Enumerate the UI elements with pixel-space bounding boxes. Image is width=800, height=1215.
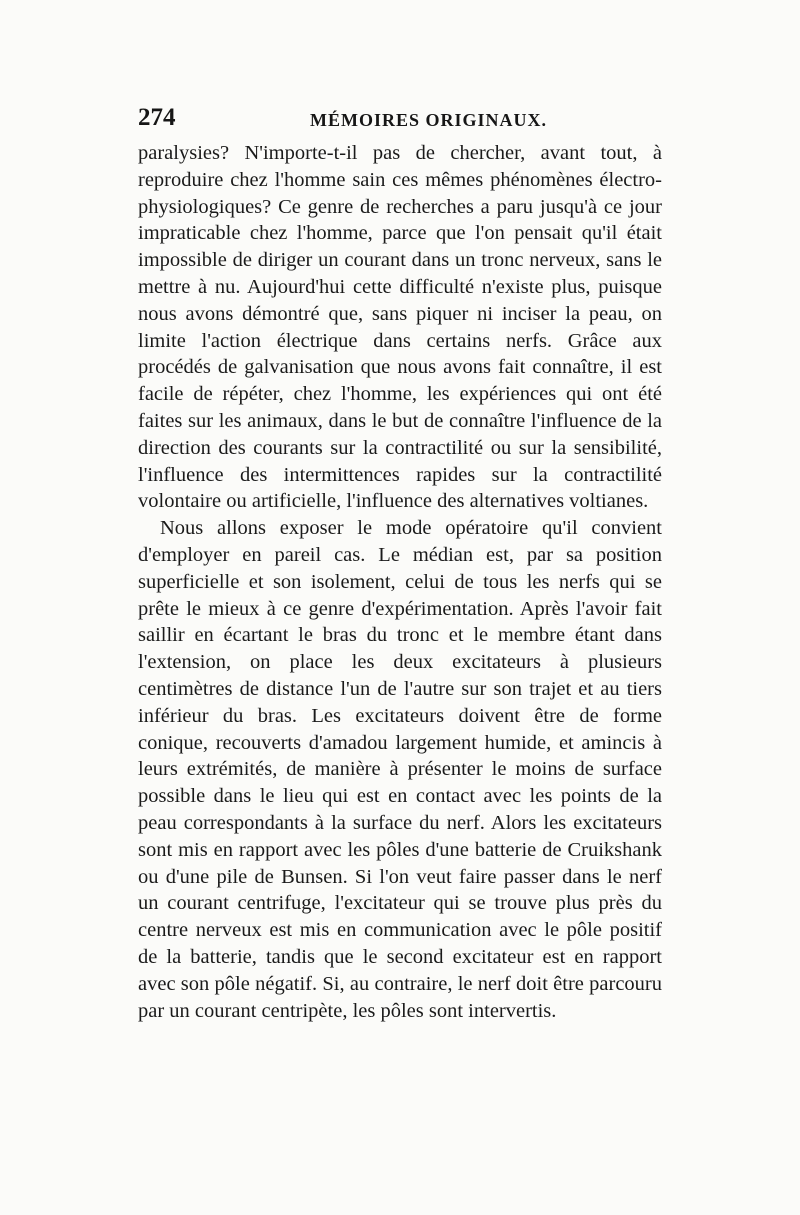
paragraph-1: paralysies? N'importe-t-il pas de chercher, avant tout, à reproduire chez l'homme sain ces mêmes phénomènes électro-physiologiques? Ce genre de recherches a paru jusqu'à ce jour impraticable chez l'homme, parce que l'on pensait qu'il était impossible de diriger un courant dans un tronc nerveux, sans le mettre à nu. Aujourd'hui cette difficulté n'existe plus, puisque nous avons démontré que, sans piquer ni inciser la peau, on limite l'action électrique dans certains nerfs. Grâce aux procédés de galvanisation que nous avons fait connaître, il est facile de répéter, chez l'homme, les expériences qui ont été faites sur les animaux, dans le but de connaître l'influence de la direction des courants sur la contractilité ou sur la sensibilité, l'influence des intermittences rapides sur la contractilité volontaire ou artificielle, l'influence des alternatives voltianes. xyxy=(138,142,662,513)
paragraph-2: Nous allons exposer le mode opératoire qu'il convient d'employer en pareil cas. Le médian est, par sa position superficielle et son isolement, celui de tous les nerfs qui se prête le mieux à ce genre d'expérimentation. Après l'avoir fait saillir en écartant le bras du tronc et le membre étant dans l'extension, on place les deux excitateurs à plusieurs centimètres de distance l'un de l'autre sur son trajet et au tiers inférieur du bras. Les excitateurs doivent être de forme conique, recouverts d'amadou largement humide, et amincis à leurs extrémités, de manière à présenter le moins de surface possible dans le lieu qui est en contact avec les points de la peau correspondants à la surface du nerf. Alors les excitateurs sont mis en rapport avec les pôles d'une batterie de Cruikshank ou d'une pile de Bunsen. Si l'on veut faire passer dans le nerf un courant centrifuge, l'excitateur qui se trouve plus près du centre nerveux est mis en communication avec le pôle positif de la batterie, tandis que le second excitateur est en rapport avec son pôle négatif. Si, au contraire, le nerf doit être parcouru par un courant centripète, les pôles sont intervertis. xyxy=(138,517,662,1022)
running-head: MÉMOIRES ORIGINAUX. xyxy=(310,110,548,130)
page-header xyxy=(138,104,662,138)
body-text xyxy=(138,140,662,1024)
page-number: 274 xyxy=(138,104,176,131)
